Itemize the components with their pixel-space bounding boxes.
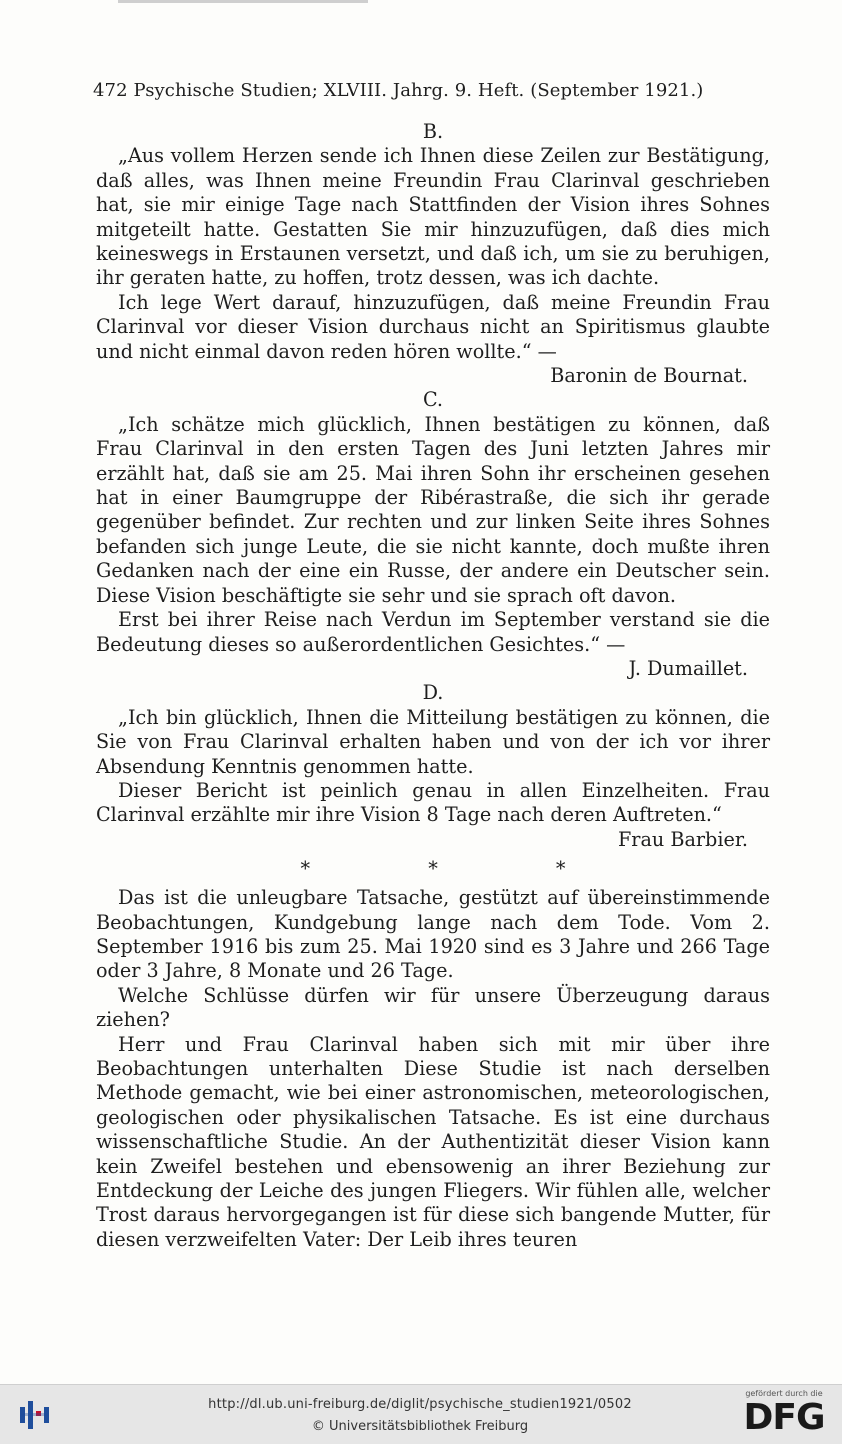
- section-b-paragraph-2: Ich lege Wert darauf, hinzuzufügen, daß meine Freundin Frau Clarinval vor dieser Vision durchaus nicht an Spiritismus glaubte und nicht einmal davon reden hören wollte.“ —: [96, 290, 770, 363]
- section-letter-c: C.: [422, 388, 444, 412]
- dfg-funding-logo[interactable]: [732, 1389, 836, 1441]
- ub-freiburg-logo-icon[interactable]: [16, 1397, 56, 1433]
- closing-paragraph-1: Das ist die unleugbare Tatsache, gestützt auf übereinstimmende Beobachtungen, Kundgebung lange nach dem Tode. Vom 2. September 1916 bis zum 25. Mai 1920 sind es 3 Jahre und 266 Tage oder 3 Jahre, 8 Monate und 26 Tage.: [96, 886, 770, 983]
- closing-paragraph-3: Herr und Frau Clarinval haben sich mit mir über ihre Beobachtungen unterhalten Diese Studie ist nach derselben Methode gemacht, wie bei einer astronomischen, meteorologischen, geologischen oder physikalischen Tatsache. Es ist eine durchaus wissenschaftliche Studie. An der Authentizität dieser Vision kann kein Zweifel bestehen und ebensowenig an ihrer Beziehung zur Entdeckung der Leiche des jungen Fliegers. Wir fühlen alle, welcher Trost daraus hervorgegangen ist für diese sich bangende Mutter, für diesen verzweifelten Vater: Der Leib ihres teuren: [96, 1032, 770, 1251]
- page-body: [96, 120, 770, 1252]
- closing-paragraph-2: Welche Schlüsse dürfen wir für unsere Überzeugung daraus ziehen?: [96, 983, 770, 1032]
- section-d-paragraph-2: Dieser Bericht ist peinlich genau in allen Einzelheiten. Frau Clarinval erzählte mir ihre Vision 8 Tage nach deren Auftreten.“: [96, 778, 770, 827]
- viewer-footer: [0, 1384, 842, 1444]
- scan-edge-mark: [118, 0, 368, 3]
- running-header: 472 Psychische Studien; XLVIII. Jahrg. 9. Heft. (September 1921.): [93, 80, 704, 101]
- permalink-url[interactable]: http://dl.ub.uni-freiburg.de/diglit/psychische_studien1921/0502: [208, 1397, 632, 1412]
- section-c-signature: J. Dumaillet.: [628, 656, 748, 680]
- dfg-funding-caption: gefördert durch die: [745, 1389, 823, 1398]
- section-b-signature: Baronin de Bournat.: [550, 364, 748, 388]
- copyright-notice: © Universitätsbibliothek Freiburg: [311, 1419, 529, 1434]
- section-b-paragraph-1: „Aus vollem Herzen sende ich Ihnen diese Zeilen zur Bestätigung, daß alles, was Ihnen meine Freundin Frau Clarinval geschrieben hat, sie mir einige Tage nach Stattfinden der Vision ihres Sohnes mitgeteilt hatte. Gestatten Sie mir hinzuzufügen, daß dies mich keineswegs in Erstaunen versetzt, und daß ich, um sie zu beruhigen, ihr geraten hatte, zu hoffen, trotz dessen, was ich dachte.: [96, 144, 770, 290]
- section-d-signature: Frau Barbier.: [617, 827, 748, 851]
- section-letter-d: D.: [422, 681, 444, 705]
- section-divider-asterisks: * * *: [300, 857, 622, 881]
- section-letter-b: B.: [422, 120, 444, 143]
- dfg-logo-icon: DFG: [743, 1397, 825, 1438]
- section-c-paragraph-1: „Ich schätze mich glücklich, Ihnen bestätigen zu können, daß Frau Clarinval in den ersten Tagen des Juni letzten Jahres mir erzählt hat, daß sie am 25. Mai ihren Sohn ihr erscheinen gesehen hat in einer Baumgruppe der Ribérastraße, die sich ihr gerade gegenüber befindet. Zur rechten und zur linken Seite ihres Sohnes befanden sich junge Leute, die sie nicht kannte, doch mußte ihren Gedanken nach der eine ein Russe, der andere ein Deutscher sein. Diese Vision beschäftigte sie sehr und sie sprach oft davon.: [96, 412, 770, 607]
- section-c-paragraph-2: Erst bei ihrer Reise nach Verdun im September verstand sie die Bedeutung dieses so außerordentlichen Gesichtes.“ —: [96, 608, 770, 656]
- section-d-paragraph-1: „Ich bin glücklich, Ihnen die Mitteilung bestätigen zu können, die Sie von Frau Clarinval erhalten haben und von der ich vor ihrer Absendung Kenntnis genommen hatte.: [96, 705, 770, 778]
